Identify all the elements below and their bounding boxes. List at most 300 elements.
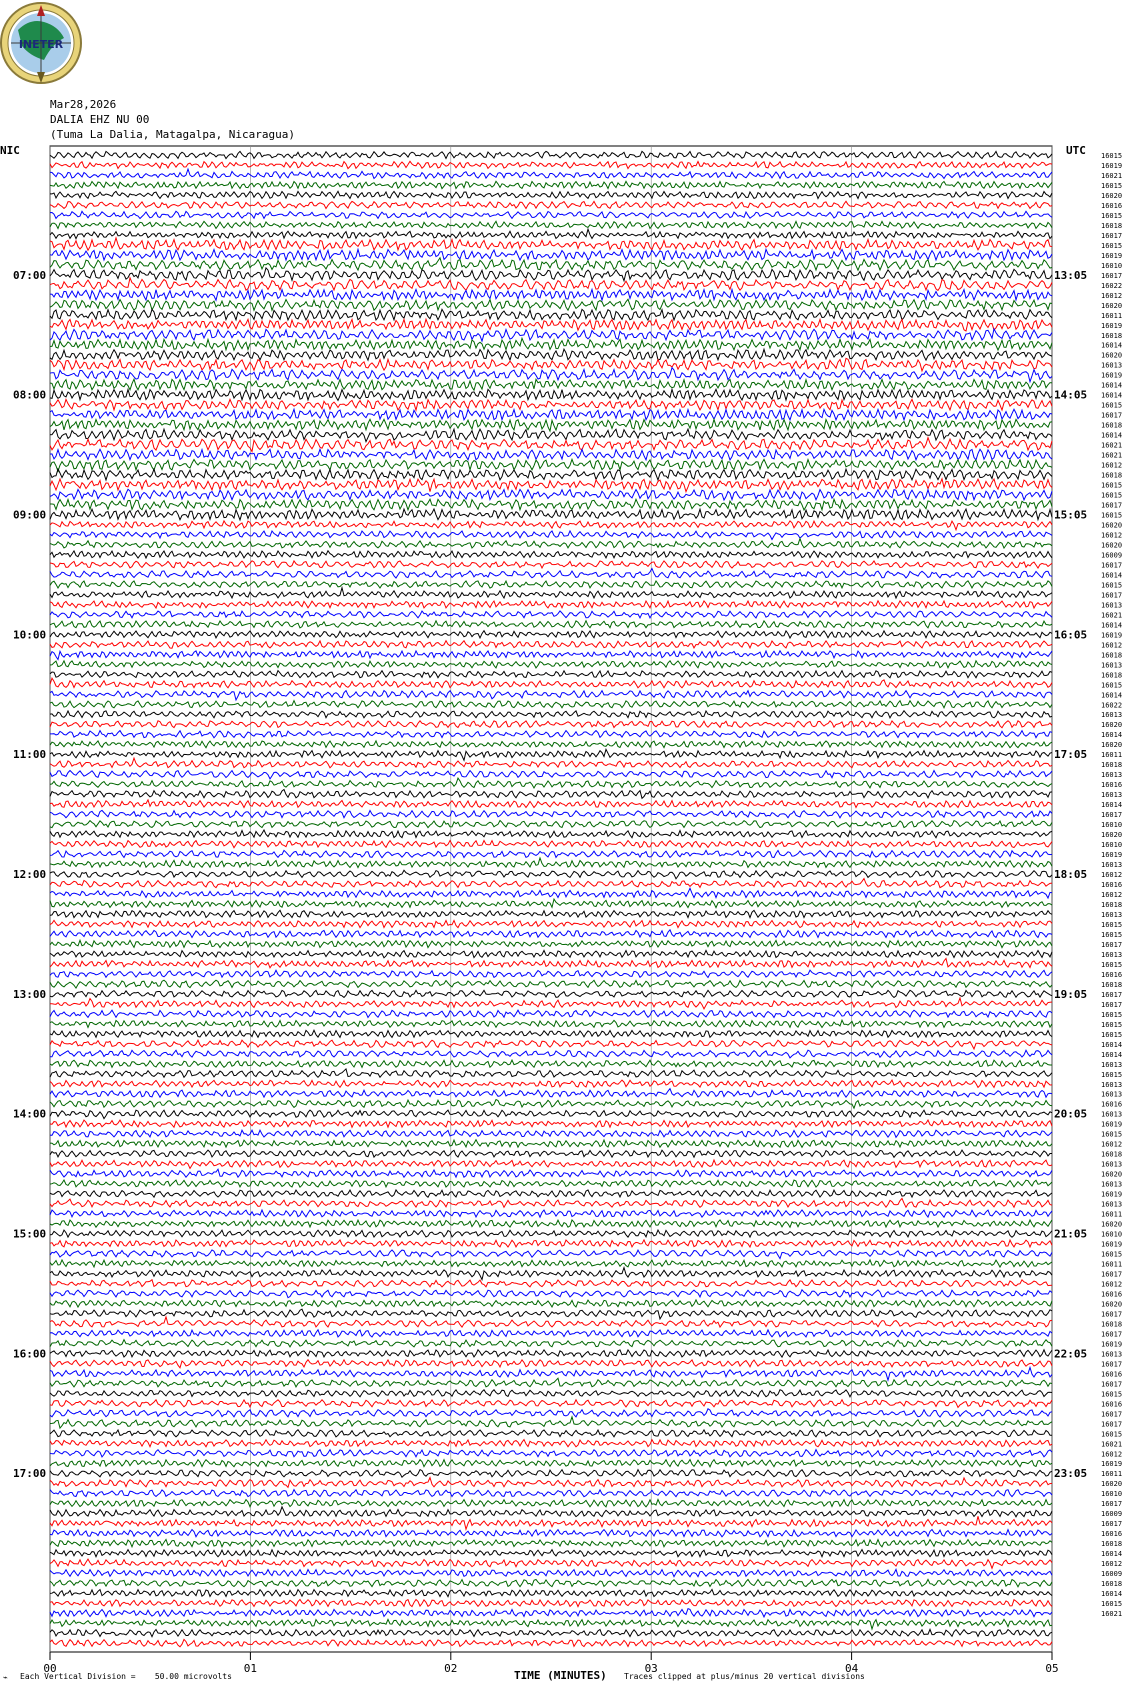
trace-line (50, 1507, 1052, 1517)
trace-line (50, 191, 1052, 198)
trace-line (50, 368, 1052, 382)
trace-line (50, 551, 1052, 558)
utc-hour-label: 15:05 (1054, 508, 1088, 522)
trace-line (50, 1060, 1052, 1067)
local-hour-label: 12:00 (13, 868, 47, 882)
trace-line (50, 1040, 1052, 1049)
trace-gain-label: 16015 (1101, 211, 1123, 220)
local-hour-label: 17:00 (13, 1467, 47, 1481)
trace-gain-label: 16012 (1101, 891, 1123, 900)
trace-gain-label: 16013 (1101, 791, 1123, 800)
utc-hour-label: 23:05 (1054, 1467, 1088, 1481)
trace-gain-label: 16013 (1101, 1060, 1123, 1069)
trace-line (50, 1190, 1052, 1197)
trace-line (50, 1230, 1052, 1237)
trace-gain-label: 16018 (1101, 980, 1123, 989)
trace-line (50, 1569, 1052, 1576)
trace-gain-label: 16015 (1101, 1600, 1123, 1609)
trace-gain-label: 16020 (1101, 1220, 1123, 1229)
trace-gain-label: 16015 (1101, 511, 1123, 520)
trace-gain-label: 16017 (1101, 231, 1123, 240)
trace-gain-label: 16017 (1101, 940, 1123, 949)
station-label: DALIA EHZ NU 00 (50, 113, 150, 126)
trace-gain-label: 16013 (1101, 1080, 1123, 1089)
trace-gain-label: 16020 (1101, 721, 1123, 730)
x-tick-label: 02 (444, 1662, 458, 1675)
trace-line (50, 238, 1052, 250)
trace-line (50, 1120, 1052, 1127)
trace-line (50, 1089, 1052, 1098)
x-tick-label: 05 (1045, 1662, 1059, 1675)
trace-line (50, 258, 1052, 270)
trace-gain-label: 16013 (1101, 1160, 1123, 1169)
trace-line (50, 1050, 1052, 1058)
trace-line (50, 888, 1052, 898)
trace-gain-label: 16014 (1101, 691, 1123, 700)
trace-gain-label: 16015 (1101, 151, 1123, 160)
trace-line (50, 970, 1052, 977)
utc-hour-label: 14:05 (1054, 388, 1088, 402)
trace-gain-label: 16020 (1101, 521, 1123, 530)
trace-line (50, 569, 1052, 578)
trace-gain-label: 16017 (1101, 1500, 1123, 1509)
trace-gain-label: 16017 (1101, 561, 1123, 570)
trace-line (50, 841, 1052, 848)
trace-gain-label: 16015 (1101, 581, 1123, 590)
trace-gain-label: 16017 (1101, 591, 1123, 600)
trace-line (50, 268, 1052, 281)
trace-line (50, 1140, 1052, 1148)
trace-gain-label: 16017 (1101, 501, 1123, 510)
trace-gain-label: 16018 (1101, 671, 1123, 680)
trace-gain-label: 16017 (1101, 1410, 1123, 1419)
trace-gain-label: 16017 (1101, 271, 1123, 280)
trace-gain-label: 16021 (1101, 1440, 1123, 1449)
trace-gain-label: 16016 (1101, 1400, 1123, 1409)
trace-line (50, 601, 1052, 608)
local-hour-label: 16:00 (13, 1347, 47, 1361)
trace-line (50, 731, 1052, 738)
trace-line (50, 1600, 1052, 1607)
scale-note: Each Vertical Division = 50.00 microvolts (20, 1672, 232, 1681)
trace-gain-label: 16010 (1101, 841, 1123, 850)
trace-line (50, 1540, 1052, 1547)
trace-gain-label: 16021 (1101, 451, 1123, 460)
trace-line (50, 521, 1052, 530)
trace-line (50, 429, 1052, 442)
trace-gain-label: 16013 (1101, 771, 1123, 780)
trace-line (50, 379, 1052, 390)
trace-line (50, 651, 1052, 660)
trace-gain-label: 16012 (1101, 291, 1123, 300)
trace-line (50, 661, 1052, 668)
trace-line (50, 211, 1052, 218)
trace-gain-label: 16019 (1101, 161, 1123, 170)
trace-gain-label: 16015 (1101, 681, 1123, 690)
trace-line (50, 1340, 1052, 1347)
trace-gain-label: 16017 (1101, 1270, 1123, 1279)
trace-gain-label: 16015 (1101, 1010, 1123, 1019)
trace-gain-label: 16014 (1101, 801, 1123, 810)
trace-line (50, 1579, 1052, 1586)
trace-line (50, 469, 1052, 480)
trace-gain-label: 16022 (1101, 281, 1123, 290)
trace-line (50, 691, 1052, 700)
trace-line (50, 790, 1052, 799)
trace-line (50, 1378, 1052, 1387)
trace-gain-label: 16012 (1101, 461, 1123, 470)
trace-line (50, 1516, 1052, 1529)
trace-line (50, 1080, 1052, 1087)
trace-gain-label: 16014 (1101, 341, 1123, 350)
trace-gain-label: 16014 (1101, 391, 1123, 400)
trace-line (50, 701, 1052, 708)
trace-gain-label: 16020 (1101, 301, 1123, 310)
trace-line (50, 1198, 1052, 1207)
trace-line (50, 711, 1052, 718)
trace-line (50, 278, 1052, 291)
trace-line (50, 389, 1052, 400)
trace-gain-label: 16012 (1101, 1560, 1123, 1569)
trace-gain-label: 16011 (1101, 311, 1123, 320)
local-hour-label: 08:00 (13, 388, 47, 402)
trace-line (50, 299, 1052, 310)
trace-gain-label: 16018 (1101, 1580, 1123, 1589)
trace-line (50, 870, 1052, 879)
trace-line (50, 950, 1052, 957)
trace-gain-label: 16014 (1101, 431, 1123, 440)
trace-line (50, 741, 1052, 748)
trace-gain-label: 16018 (1101, 900, 1123, 909)
clip-note: Traces clipped at plus/minus 20 vertical divisions (624, 1672, 865, 1681)
location-label: (Tuma La Dalia, Matagalpa, Nicaragua) (50, 128, 296, 141)
utc-hour-label: 16:05 (1054, 628, 1088, 642)
trace-line (50, 721, 1052, 728)
x-tick-label: 00 (43, 1662, 57, 1675)
trace-gain-label: 16017 (1101, 1420, 1123, 1429)
trace-gain-label: 16015 (1101, 181, 1123, 190)
trace-gain-label: 16016 (1101, 1100, 1123, 1109)
trace-gain-label: 16010 (1101, 821, 1123, 830)
trace-line (50, 1220, 1052, 1227)
trace-line (50, 1030, 1052, 1037)
trace-line (50, 1268, 1052, 1280)
trace-line (50, 438, 1052, 452)
trace-line (50, 399, 1052, 410)
trace-gain-label: 16016 (1101, 781, 1123, 790)
utc-hour-label: 20:05 (1054, 1107, 1088, 1121)
trace-gain-label: 16015 (1101, 1130, 1123, 1139)
trace-gain-label: 16014 (1101, 731, 1123, 740)
trace-gain-label: 16012 (1101, 1280, 1123, 1289)
trace-gain-label: 16016 (1101, 970, 1123, 979)
trace-line (50, 920, 1052, 927)
trace-gain-label: 16020 (1101, 741, 1123, 750)
trace-line (50, 358, 1052, 371)
trace-line (50, 1470, 1052, 1478)
trace-gain-label: 16017 (1101, 1330, 1123, 1339)
trace-line (50, 810, 1052, 817)
trace-line (50, 1210, 1052, 1217)
trace-gain-label: 16012 (1101, 1450, 1123, 1459)
trace-gain-label: 16013 (1101, 1180, 1123, 1189)
trace-gain-label: 16019 (1101, 1460, 1123, 1469)
x-tick-label: 04 (844, 1662, 859, 1675)
trace-line (50, 778, 1052, 788)
trace-line (50, 820, 1052, 827)
trace-line (50, 959, 1052, 968)
trace-gain-label: 16015 (1101, 1020, 1123, 1029)
local-time-axis-title: NIC (0, 144, 20, 157)
trace-gain-label: 16013 (1101, 601, 1123, 610)
trace-gain-label: 16019 (1101, 631, 1123, 640)
trace-gain-label: 16020 (1101, 1170, 1123, 1179)
trace-gain-label: 16019 (1101, 321, 1123, 330)
trace-gain-label: 16017 (1101, 1520, 1123, 1529)
trace-line (50, 980, 1052, 988)
trace-line (50, 1367, 1052, 1380)
trace-line (50, 641, 1052, 649)
trace-line (50, 1639, 1052, 1646)
trace-line (50, 1169, 1052, 1177)
trace-gain-label: 16021 (1101, 171, 1123, 180)
trace-gain-label: 16015 (1101, 1390, 1123, 1399)
trace-line (50, 1110, 1052, 1119)
trace-line (50, 1478, 1052, 1488)
trace-line (50, 1100, 1052, 1109)
trace-line (50, 910, 1052, 917)
utc-hour-label: 21:05 (1054, 1227, 1088, 1241)
trace-line (50, 1530, 1052, 1537)
trace-line (50, 531, 1052, 540)
local-hour-label: 07:00 (13, 268, 47, 282)
trace-line (50, 1180, 1052, 1187)
trace-gain-label: 16015 (1101, 241, 1123, 250)
trace-gain-label: 16009 (1101, 1570, 1123, 1579)
trace-gain-label: 16018 (1101, 1150, 1123, 1159)
trace-gain-label: 16013 (1101, 950, 1123, 959)
trace-gain-label: 16015 (1101, 1430, 1123, 1439)
trace-gain-label: 16011 (1101, 1470, 1123, 1479)
trace-line (50, 561, 1052, 568)
trace-line (50, 998, 1052, 1009)
trace-line (50, 1559, 1052, 1568)
trace-line (50, 678, 1052, 688)
trace-line (50, 1160, 1052, 1168)
trace-gain-label: 16015 (1101, 401, 1123, 410)
trace-gain-label: 16019 (1101, 1340, 1123, 1349)
trace-line (50, 879, 1052, 888)
local-hour-label: 14:00 (13, 1107, 47, 1121)
trace-line (50, 229, 1052, 239)
trace-gain-label: 16014 (1101, 1550, 1123, 1559)
trace-gain-label: 16012 (1101, 871, 1123, 880)
trace-gain-label: 16020 (1101, 191, 1123, 200)
trace-line (50, 1260, 1052, 1267)
utc-hour-label: 17:05 (1054, 748, 1088, 762)
trace-gain-label: 16016 (1101, 1290, 1123, 1299)
trace-gain-label: 16018 (1101, 761, 1123, 770)
trace-line (50, 830, 1052, 838)
trace-line (50, 850, 1052, 857)
trace-line (50, 1280, 1052, 1287)
trace-line (50, 611, 1052, 618)
trace-gain-label: 16020 (1101, 1480, 1123, 1489)
trace-gain-label: 16013 (1101, 861, 1123, 870)
trace-gain-label: 16011 (1101, 751, 1123, 760)
trace-gain-label: 16009 (1101, 1510, 1123, 1519)
trace-line (50, 1350, 1052, 1357)
trace-gain-label: 16016 (1101, 1370, 1123, 1379)
local-hour-label: 11:00 (13, 748, 47, 762)
trace-line (50, 1130, 1052, 1137)
trace-gain-label: 16011 (1101, 1260, 1123, 1269)
ineter-logo (0, 0, 90, 90)
trace-gain-label: 16020 (1101, 1300, 1123, 1309)
trace-gain-label: 16020 (1101, 541, 1123, 550)
trace-line (50, 800, 1052, 808)
trace-gain-label: 16018 (1101, 471, 1123, 480)
date-label: Mar28,2026 (50, 98, 117, 111)
trace-line (50, 858, 1052, 868)
trace-gain-label: 16019 (1101, 251, 1123, 260)
trace-gain-label: 16018 (1101, 221, 1123, 230)
trace-gain-label: 16013 (1101, 1090, 1123, 1099)
trace-line (50, 1300, 1052, 1307)
trace-gain-label: 16018 (1101, 1320, 1123, 1329)
trace-line (50, 1629, 1052, 1636)
trace-gain-label: 16013 (1101, 910, 1123, 919)
trace-gain-label: 16015 (1101, 1030, 1123, 1039)
utc-hour-label: 19:05 (1054, 987, 1088, 1001)
trace-gain-label: 16014 (1101, 1040, 1123, 1049)
trace-line (50, 1250, 1052, 1259)
trace-line (50, 1309, 1052, 1319)
trace-line (50, 309, 1052, 320)
trace-gain-label: 16018 (1101, 331, 1123, 340)
trace-line (50, 1417, 1052, 1428)
utc-hour-label: 22:05 (1054, 1347, 1088, 1361)
trace-line (50, 1069, 1052, 1077)
trace-gain-label: 16014 (1101, 1050, 1123, 1059)
trace-gain-label: 16017 (1101, 1310, 1123, 1319)
trace-gain-label: 16015 (1101, 920, 1123, 929)
trace-gain-label: 16020 (1101, 831, 1123, 840)
trace-line (50, 930, 1052, 938)
trace-gain-label: 16015 (1101, 491, 1123, 500)
trace-gain-label: 16016 (1101, 881, 1123, 890)
trace-line (50, 1589, 1052, 1596)
local-hour-label: 15:00 (13, 1227, 47, 1241)
trace-line (50, 1409, 1052, 1417)
trace-gain-label: 16014 (1101, 621, 1123, 630)
x-tick-label: 03 (644, 1662, 658, 1675)
trace-gain-label: 16009 (1101, 551, 1123, 560)
trace-line (50, 1290, 1052, 1298)
trace-line (50, 1450, 1052, 1457)
trace-gain-label: 16019 (1101, 1190, 1123, 1199)
trace-gain-label: 16021 (1101, 611, 1123, 620)
trace-line (50, 1440, 1052, 1447)
trace-gain-label: 16013 (1101, 1350, 1123, 1359)
trace-line (50, 899, 1052, 908)
trace-line (50, 319, 1052, 331)
trace-gain-label: 16016 (1101, 201, 1123, 210)
trace-line (50, 1430, 1052, 1437)
trace-gain-label: 16012 (1101, 1140, 1123, 1149)
trace-gain-label: 16015 (1101, 1250, 1123, 1259)
trace-line (50, 621, 1052, 628)
trace-line (50, 1609, 1052, 1617)
trace-gain-label: 16013 (1101, 1110, 1123, 1119)
trace-gain-label: 16017 (1101, 1380, 1123, 1389)
trace-line (50, 1490, 1052, 1497)
trace-gain-label: 16015 (1101, 930, 1123, 939)
trace-line (50, 1010, 1052, 1017)
logo-text: INETER (18, 38, 64, 51)
trace-gain-label: 16017 (1101, 990, 1123, 999)
local-hour-label: 13:00 (13, 987, 47, 1001)
trace-gain-label: 16011 (1101, 1210, 1123, 1219)
trace-line (50, 671, 1052, 678)
trace-line (50, 581, 1052, 588)
trace-line (50, 181, 1052, 188)
trace-gain-label: 16017 (1101, 811, 1123, 820)
trace-gain-label: 16016 (1101, 1530, 1123, 1539)
scale-marker-icon: ⌁ (3, 1673, 8, 1682)
trace-gain-label: 16010 (1101, 261, 1123, 270)
trace-gain-label: 16019 (1101, 371, 1123, 380)
trace-line (50, 1330, 1052, 1337)
trace-gain-label: 16013 (1101, 661, 1123, 670)
local-hour-label: 10:00 (13, 628, 47, 642)
trace-line (50, 338, 1052, 350)
utc-hour-label: 18:05 (1054, 868, 1088, 882)
trace-gain-label: 16014 (1101, 381, 1123, 390)
trace-gain-label: 16014 (1101, 1590, 1123, 1599)
trace-line (50, 249, 1052, 260)
trace-line (50, 499, 1052, 510)
trace-line (50, 1550, 1052, 1557)
trace-gain-label: 16015 (1101, 1070, 1123, 1079)
local-hour-label: 09:00 (13, 508, 47, 522)
trace-line (50, 349, 1052, 360)
trace-gain-label: 16012 (1101, 531, 1123, 540)
trace-line (50, 1150, 1052, 1157)
utc-hour-label: 13:05 (1054, 268, 1088, 282)
utc-axis-title: UTC (1066, 144, 1086, 157)
trace-gain-label: 16019 (1101, 1240, 1123, 1249)
trace-line (50, 1240, 1052, 1247)
trace-gain-label: 16021 (1101, 441, 1123, 450)
trace-line (50, 1400, 1052, 1408)
trace-line (50, 289, 1052, 300)
trace-gain-label: 16015 (1101, 481, 1123, 490)
trace-gain-label: 16018 (1101, 1540, 1123, 1549)
trace-line (50, 509, 1052, 520)
trace-line (50, 758, 1052, 768)
trace-line (50, 1500, 1052, 1507)
trace-line (50, 539, 1052, 549)
trace-line (50, 631, 1052, 638)
trace-line (50, 221, 1052, 228)
trace-gain-label: 16020 (1101, 351, 1123, 360)
trace-line (50, 771, 1052, 779)
trace-line (50, 329, 1052, 341)
x-axis-label: TIME (MINUTES) (514, 1669, 607, 1682)
trace-gain-label: 16019 (1101, 851, 1123, 860)
trace-line (50, 201, 1052, 208)
